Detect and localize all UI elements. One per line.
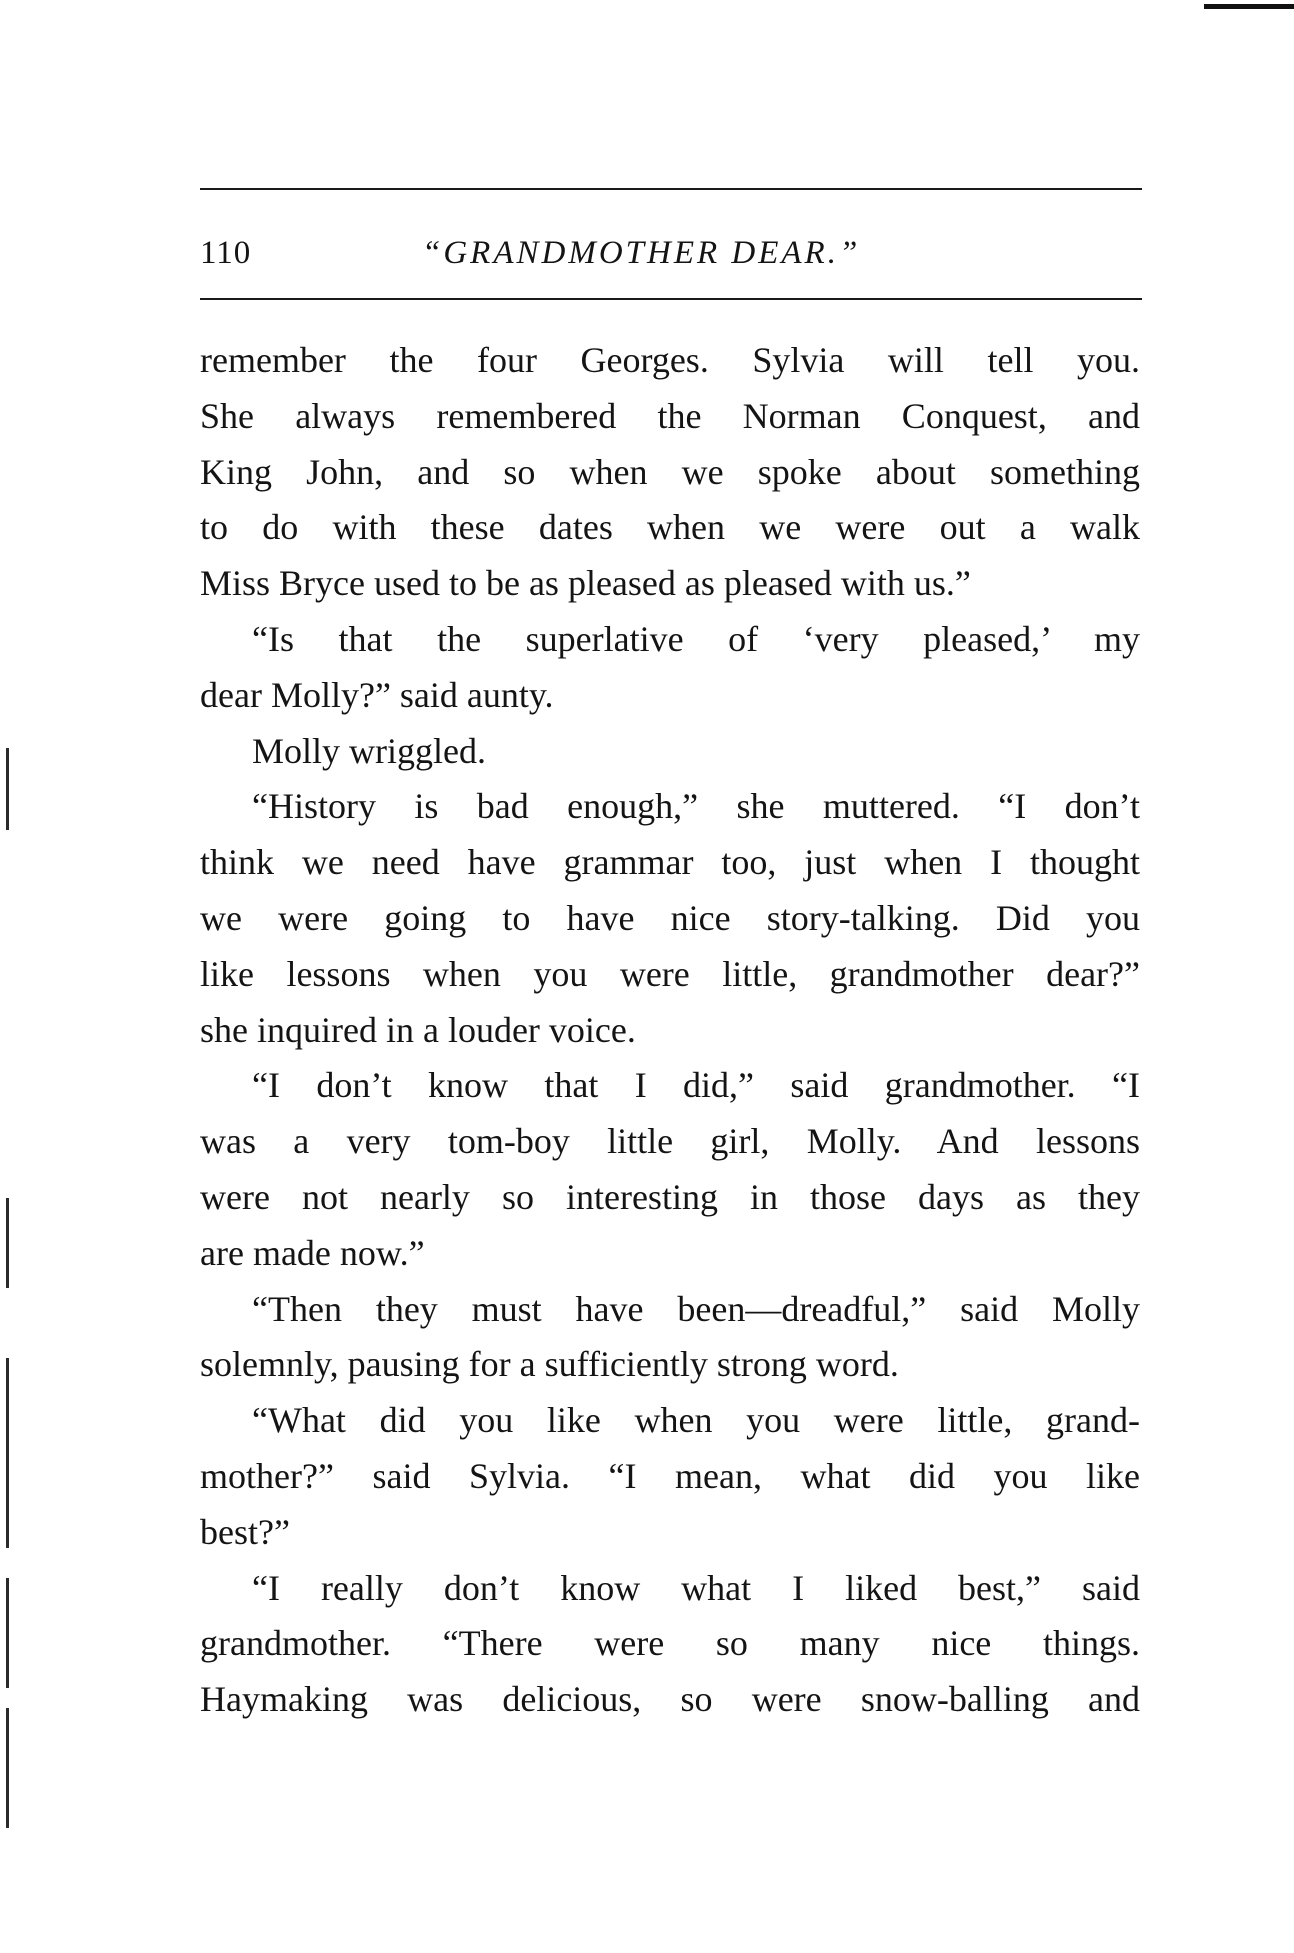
text-line: remember the four Georges. Sylvia will tell you.: [200, 340, 1140, 380]
text-line: think we need have grammar too, just when I thought: [200, 842, 1140, 883]
running-title: “GRANDMOTHER DEAR.”: [422, 235, 861, 271]
binding-shadow-mark: [6, 1358, 9, 1548]
binding-shadow-mark: [6, 1708, 9, 1828]
text-line: solemnly, pausing for a sufficiently strong word.: [200, 1344, 899, 1385]
text-line: “Then they must have been—dreadful,” said Molly: [252, 1288, 1140, 1329]
text-line: King John, and so when we spoke about something: [200, 451, 1140, 492]
text-line: best?”: [200, 1511, 290, 1552]
text-line: mother?” said Sylvia. “I mean, what did you like: [200, 1455, 1140, 1496]
text-line: grandmother. “There were so many nice things.: [200, 1623, 1140, 1664]
binding-shadow-mark: [6, 748, 9, 830]
text-line: like lessons when you were little, grandmother dear?”: [200, 953, 1140, 994]
header-bottom-rule: [200, 298, 1142, 300]
text-line: Molly wriggled.: [252, 730, 486, 771]
text-line: dear Molly?” said aunty.: [200, 674, 554, 715]
binding-shadow-mark: [6, 1198, 9, 1288]
binding-shadow-mark: [6, 1578, 9, 1688]
header-top-rule: [200, 188, 1142, 190]
scan-edge-mark: [1204, 4, 1294, 9]
text-line: “History is bad enough,” she muttered. “I don’t: [252, 786, 1140, 827]
text-line: were not nearly so interesting in those days as they: [200, 1176, 1140, 1217]
page-number: 110: [200, 235, 252, 271]
text-line: Miss Bryce used to be as pleased as pleased with us.”: [200, 563, 971, 604]
running-header: [200, 228, 1142, 278]
text-line: she inquired in a louder voice.: [200, 1009, 636, 1050]
text-line: we were going to have nice story-talking. Did you: [200, 897, 1140, 938]
text-line: are made now.”: [200, 1232, 425, 1273]
text-line: She always remembered the Norman Conquest, and: [200, 395, 1140, 436]
text-line: to do with these dates when we were out a walk: [200, 507, 1140, 548]
body-text: [200, 333, 1140, 1728]
text-line: “Is that the superlative of ‘very pleased,’ my: [252, 618, 1140, 659]
text-line: “I really don’t know what I liked best,” said: [252, 1567, 1140, 1608]
text-line: “I don’t know that I did,” said grandmother. “I: [252, 1065, 1140, 1106]
text-line: was a very tom-boy little girl, Molly. And lessons: [200, 1121, 1140, 1162]
text-line: Haymaking was delicious, so were snow-balling and: [200, 1679, 1140, 1720]
text-line: “What did you like when you were little, grand-: [252, 1400, 1140, 1441]
